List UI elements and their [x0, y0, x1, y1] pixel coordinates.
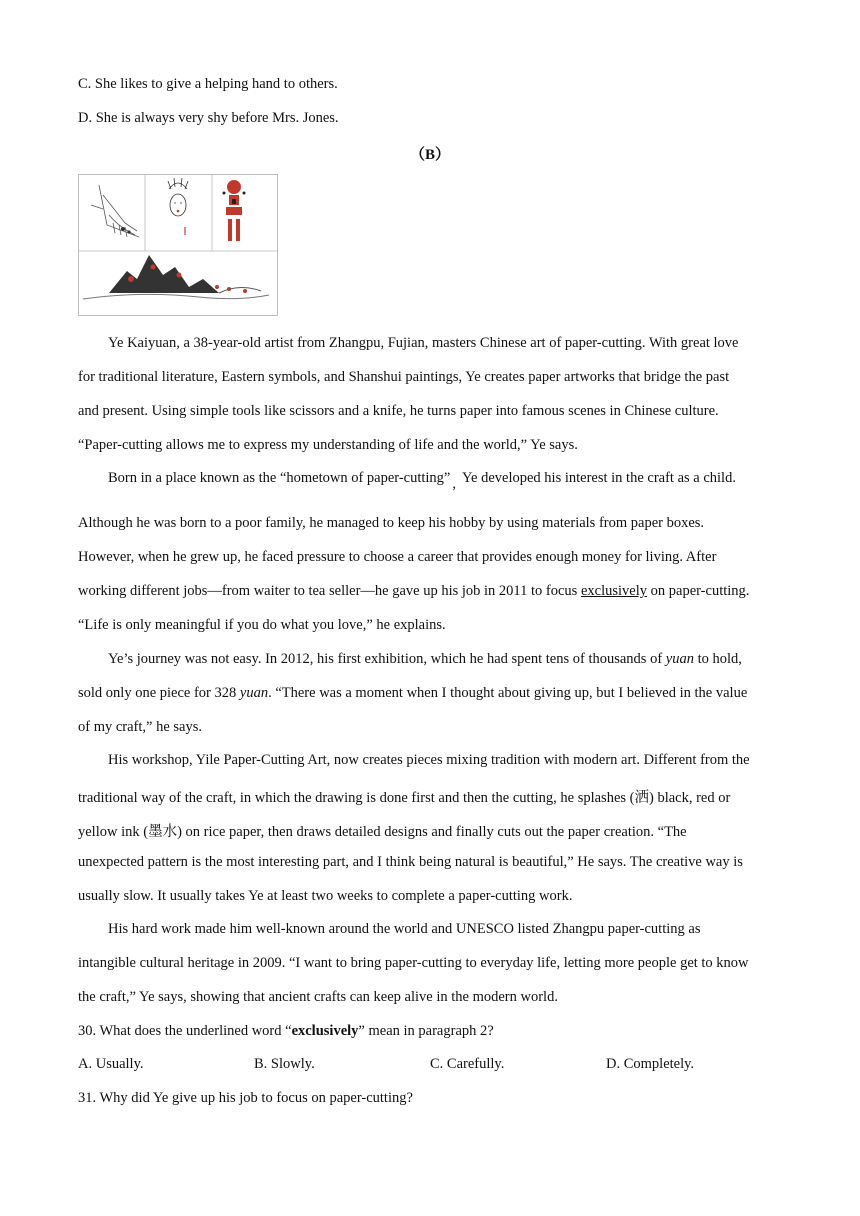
p5-line-2: intangible cultural heritage in 2009. “I want to bring paper-cutting to everyday life, letting more people get to know	[78, 955, 749, 971]
p2-comma: ,	[452, 476, 456, 492]
p2-line-1a: Born in a place known as the “hometown of paper-cutting”	[108, 470, 451, 486]
p3-yuan-1: yuan	[665, 651, 694, 667]
p2-line-1b: Ye developed his interest in the craft as a child.	[462, 470, 736, 486]
q30-option-c[interactable]: C. Carefully.	[430, 1056, 505, 1072]
p3-line-1a: Ye’s journey was not easy. In 2012, his first exhibition, which he had spent tens of thousands of	[108, 651, 666, 667]
underlined-word: exclusively	[580, 583, 648, 599]
p2-line-4a: working different jobs—from waiter to tea seller—he gave up his job in 2011 to focus	[78, 583, 581, 599]
p4-line-3: yellow ink (墨水) on rice paper, then draws detailed designs and finally cuts out the paper creation. “The	[78, 824, 687, 840]
p1-line-2: for traditional literature, Eastern symbols, and Shanshui paintings, Ye creates paper artworks that bridge the past	[78, 369, 730, 385]
p2-line-2: Although he was born to a poor family, he managed to keep his hobby by using materials from paper boxes.	[78, 515, 705, 531]
p3-line-2a: sold only one piece for 328	[78, 685, 240, 701]
p3-line-3: of my craft,” he says.	[78, 719, 203, 735]
artwork-illustration	[79, 175, 277, 315]
q30-option-d[interactable]: D. Completely.	[606, 1056, 695, 1072]
paper-cutting-artwork-image	[78, 174, 278, 316]
p4-line-2: traditional way of the craft, in which the drawing is done first and then the cutting, he splashes (洒) black, red or	[78, 790, 731, 806]
option-d-prev: D. She is always very shy before Mrs. Jones.	[78, 110, 339, 126]
option-c-prev: C. She likes to give a helping hand to others.	[78, 76, 338, 92]
p3-line-2	[78, 685, 747, 702]
p2-line-1	[108, 470, 736, 492]
question-31-stem: 31. Why did Ye give up his job to focus on paper-cutting?	[78, 1090, 413, 1106]
q30-option-b[interactable]: B. Slowly.	[254, 1056, 315, 1072]
p2-line-3: However, when he grew up, he faced pressure to choose a career that provides enough money for living. After	[78, 549, 717, 565]
q30-stem-a: 30. What does the underlined word “	[78, 1023, 292, 1039]
p5-line-3: the craft,” Ye says, showing that ancient crafts can keep alive in the modern world.	[78, 989, 558, 1005]
p1-line-4: “Paper-cutting allows me to express my understanding of life and the world,” Ye says.	[78, 437, 578, 453]
p4-line-4: unexpected pattern is the most interesting part, and I think being natural is beautiful,” He says. The creative way is	[78, 854, 743, 870]
p5-line-1: His hard work made him well-known around the world and UNESCO listed Zhangpu paper-cutting as	[108, 921, 701, 937]
p2-line-5: “Life is only meaningful if you do what you love,” he explains.	[78, 617, 446, 633]
q30-bold-word: exclusively	[291, 1023, 359, 1039]
question-30-stem	[78, 1023, 494, 1040]
p1-line-3: and present. Using simple tools like scissors and a knife, he turns paper into famous scenes in Chinese culture.	[78, 403, 719, 419]
p3-line-1b: to hold,	[693, 651, 742, 667]
p3-line-2b: . “There was a moment when I thought about giving up, but I believed in the value	[268, 685, 748, 701]
section-label: （B）	[409, 147, 450, 163]
p2-line-4b: on paper-cutting.	[647, 583, 750, 599]
p2-line-4	[78, 583, 749, 600]
p3-yuan-2: yuan	[239, 685, 269, 701]
q30-stem-c: ” mean in paragraph 2?	[358, 1023, 494, 1039]
q30-option-a[interactable]: A. Usually.	[78, 1056, 144, 1072]
p4-line-5: usually slow. It usually takes Ye at least two weeks to complete a paper-cutting work.	[78, 888, 573, 904]
p3-line-1	[108, 651, 742, 668]
p4-line-1: His workshop, Yile Paper-Cutting Art, now creates pieces mixing tradition with modern art. Different from the	[108, 752, 750, 768]
p1-line-1: Ye Kaiyuan, a 38-year-old artist from Zhangpu, Fujian, masters Chinese art of paper-cutting. With great love	[108, 335, 739, 351]
